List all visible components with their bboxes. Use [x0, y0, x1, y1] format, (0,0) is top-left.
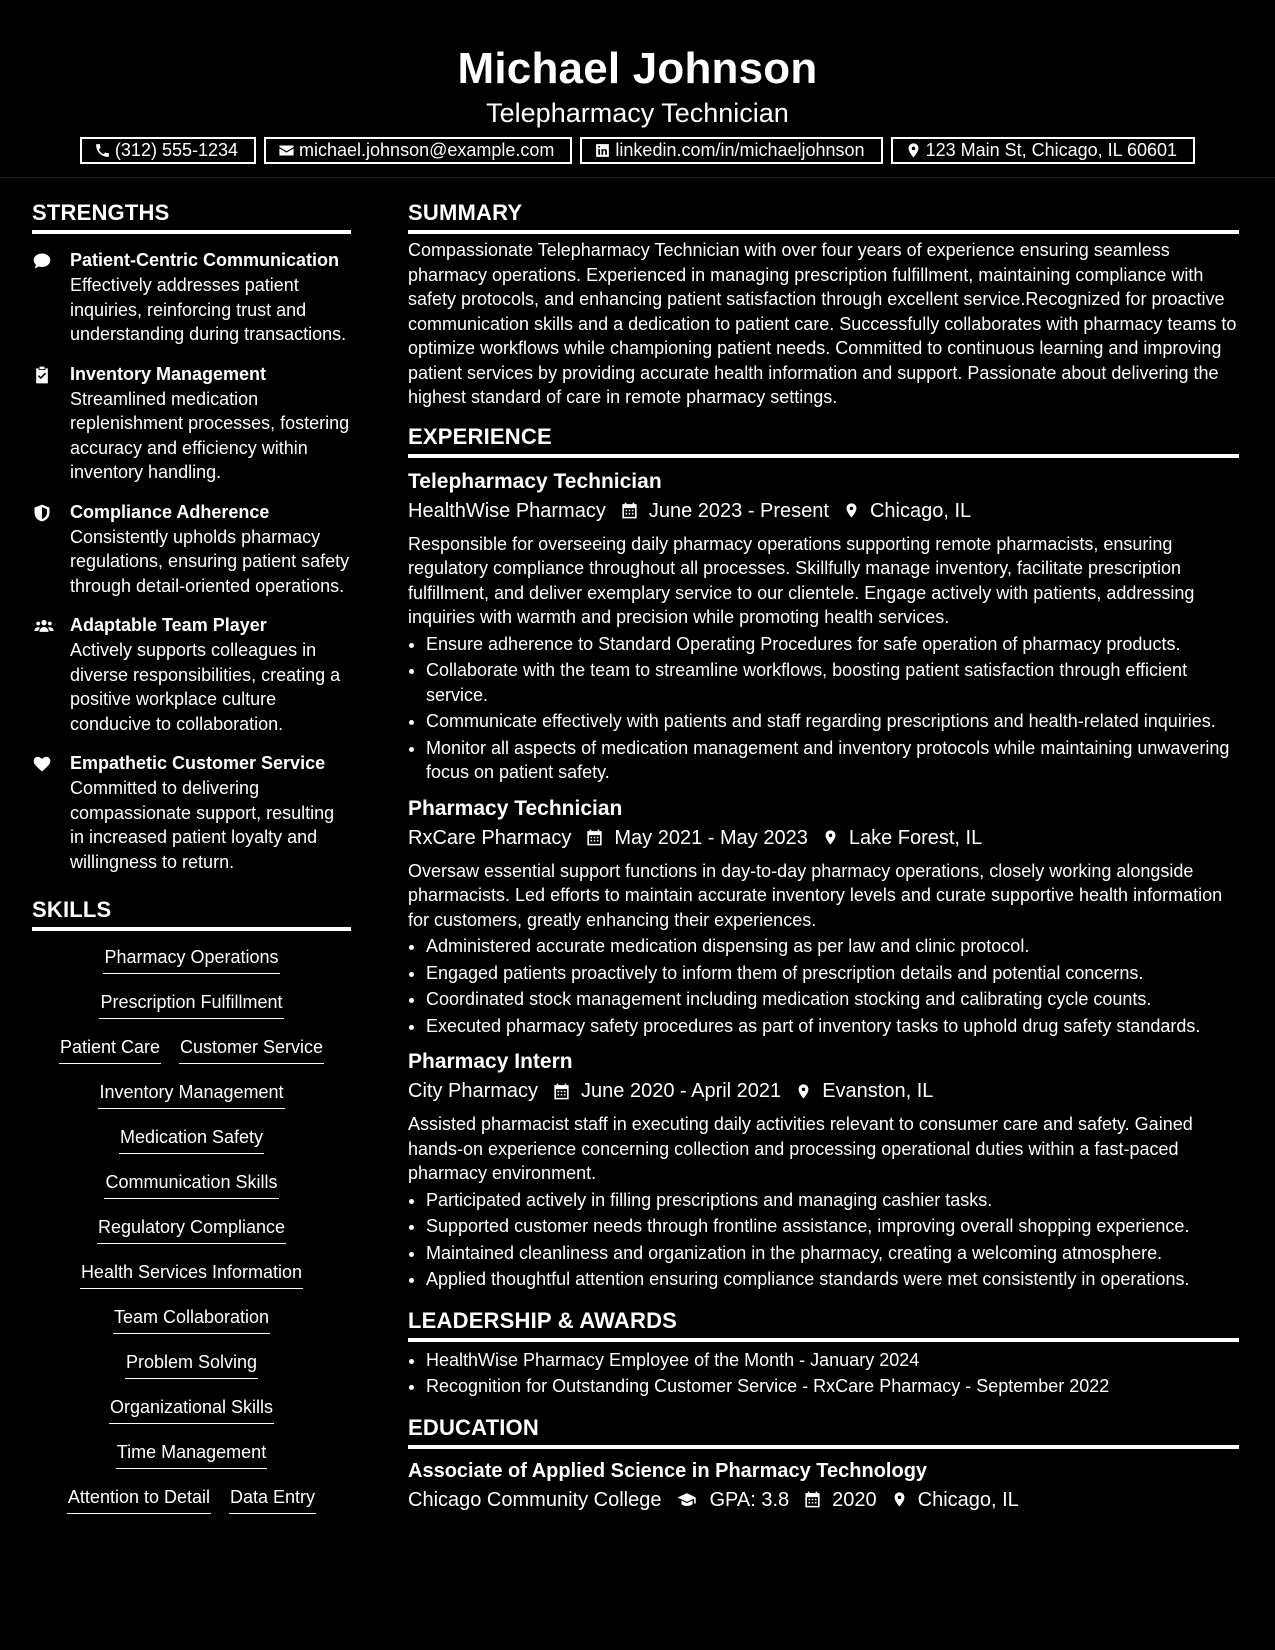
bullet-item: • Ensure adherence to Standard Operating Procedures for safe operation of pharmacy products. [426, 632, 1239, 657]
strength-desc: Actively supports colleagues in diverse responsibilities, creating a positive workplace culture conducive to collaboration. [70, 640, 341, 734]
skill-tag: Pharmacy Operations [103, 945, 279, 974]
bullet-item: • Administered accurate medication dispensing as per law and clinic protocol. [426, 934, 1239, 959]
contact-phone[interactable] [80, 137, 256, 164]
bullet-item: • Participated actively in filling prescriptions and managing cashier tasks. [426, 1188, 1239, 1213]
envelope-icon [278, 142, 295, 159]
strength-desc: Committed to delivering compassionate support, resulting in increased patient loyalty and willingness to return. [70, 778, 335, 872]
job-entry [408, 468, 1239, 785]
school-location: Chicago, IL [917, 1488, 1019, 1511]
skill-tag: Health Services Information [80, 1260, 303, 1289]
strength-item [32, 362, 351, 485]
job-company: City Pharmacy [408, 1080, 539, 1102]
strengths-heading: STRENGTHS [32, 196, 351, 234]
strength-desc: Consistently upholds pharmacy regulations, ensuring patient safety through detail-oriented operations. [70, 526, 350, 596]
contact-bar [0, 137, 1275, 164]
contact-address[interactable] [891, 137, 1196, 164]
right-column [408, 196, 1239, 1521]
skill-tag: Prescription Fulfillment [99, 990, 283, 1019]
degree-title: Associate of Applied Science in Pharmacy Technology [408, 1459, 928, 1482]
linkedin-text: linkedin.com/in/michaeljohnson [615, 140, 865, 160]
job-title: Telepharmacy Technician [408, 469, 662, 493]
skill-tag: Organizational Skills [109, 1395, 274, 1424]
skills-list [32, 939, 351, 1530]
skill-tag: Communication Skills [104, 1170, 278, 1199]
job-bullets [408, 632, 1239, 785]
bullet-item: • Applied thoughtful attention ensuring compliance standards were met consistently in operations. [426, 1267, 1239, 1292]
left-column [32, 196, 351, 1530]
phone-icon [94, 142, 111, 159]
strength-title: Compliance Adherence [70, 501, 270, 522]
job-location: Evanston, IL [822, 1080, 934, 1102]
phone-text: (312) 555-1234 [114, 140, 239, 160]
bullet-item: • Engaged patients proactively to inform them of prescription details and potential concerns. [426, 961, 1239, 986]
map-marker-icon [843, 501, 860, 520]
resume-header [0, 0, 1275, 178]
job-dates: June 2020 - April 2021 [581, 1080, 782, 1102]
school-name: Chicago Community College [408, 1488, 662, 1511]
job-location: Lake Forest, IL [848, 826, 983, 849]
strength-title: Empathetic Customer Service [70, 753, 326, 773]
skill-tag: Data Entry [229, 1485, 316, 1514]
job-meta [408, 496, 1239, 526]
job-description: Assisted pharmacist staff in executing daily activities relevant to consumer care and safety. Gained hands-on experience concerning collection and processing operational duties within a fast-paced pharmacy environment. [408, 1114, 1193, 1183]
calendar-icon [552, 1082, 571, 1101]
email-text: michael.johnson@example.com [299, 140, 555, 160]
person-title: Telepharmacy Technician [486, 98, 789, 128]
strength-item [32, 613, 351, 736]
skill-tag: Customer Service [179, 1035, 324, 1064]
strength-item [32, 248, 351, 347]
award-item: • Recognition for Outstanding Customer Service - RxCare Pharmacy - September 2022 [426, 1374, 1239, 1399]
job-company: RxCare Pharmacy [408, 826, 572, 849]
job-meta [408, 823, 1239, 853]
education-heading: EDUCATION [408, 1411, 1239, 1449]
shield-icon [32, 503, 52, 523]
calendar-icon [585, 828, 604, 847]
strength-desc: Streamlined medication replenishment processes, fostering accuracy and efficiency within inventory handling. [70, 388, 350, 482]
graduation-year: 2020 [832, 1488, 877, 1511]
skill-tag: Inventory Management [98, 1080, 284, 1109]
bullet-item: • Communicate effectively with patients and staff regarding prescriptions and health-related inquiries. [426, 709, 1239, 734]
job-company: HealthWise Pharmacy [408, 499, 606, 522]
job-description: Responsible for overseeing daily pharmacy operations supporting remote pharmacists, ensuring regulatory compliance throughout all processes. Skillfully manage inventory, facilitate prescription fulfillment, and deliver exemplary service to our clientele. Engage actively with patients, addressing inquiries with warmth and precision while promoting health services. [408, 533, 1195, 627]
clipboard-check-icon [32, 365, 52, 385]
job-dates: June 2023 - Present [648, 499, 829, 522]
skill-tag: Time Management [116, 1440, 267, 1469]
skill-tag: Problem Solving [125, 1350, 258, 1379]
education-meta [408, 1485, 1239, 1515]
bullet-item: • Coordinated stock management including medication stocking and calibrating cycle counts. [426, 987, 1239, 1012]
awards-list [408, 1348, 1239, 1399]
bullet-item: • Monitor all aspects of medication management and inventory protocols while maintaining unwavering focus on patient safety. [426, 736, 1239, 785]
job-location: Chicago, IL [869, 499, 972, 522]
skill-tag: Regulatory Compliance [97, 1215, 286, 1244]
job-bullets [408, 934, 1239, 1038]
strength-title: Adaptable Team Player [70, 615, 267, 635]
summary-text: Compassionate Telepharmacy Technician with over four years of experience ensuring seamless pharmacy operations. Experienced in managing prescription fulfillment, maintaining compliance with safety protocols, and enhancing patient satisfaction through excellent service.Recognized for proactive communication skills and a dedication to patient care. Successfully collaborates with pharmacy teams to optimize workflows while championing patient needs. Committed to continuous learning and improving patient services by providing accurate health information and support. Passionate about delivering the highest standard of care in remote pharmacy settings. [408, 240, 1237, 407]
linkedin-icon [594, 142, 611, 159]
job-title: Pharmacy Technician [408, 796, 623, 820]
summary-heading: SUMMARY [408, 196, 1239, 234]
bullet-item: • Maintained cleanliness and organization in the pharmacy, creating a welcoming atmosphere. [426, 1241, 1239, 1266]
awards-heading: LEADERSHIP & AWARDS [408, 1304, 1239, 1342]
calendar-icon [620, 501, 639, 520]
calendar-icon [803, 1490, 822, 1509]
address-text: 123 Main St, Chicago, IL 60601 [925, 140, 1178, 160]
contact-linkedin[interactable] [580, 137, 882, 164]
bullet-item: • Supported customer needs through frontline assistance, improving overall shopping experience. [426, 1214, 1239, 1239]
bullet-item: • Collaborate with the team to streamline workflows, boosting patient satisfaction through efficient service. [426, 658, 1239, 707]
heart-icon [32, 754, 52, 774]
job-description: Oversaw essential support functions in day-to-day pharmacy operations, closely working alongside pharmacists. Led efforts to maintain accurate inventory levels and curate supportive health information for customers, greatly enhancing their experiences. [408, 860, 1223, 930]
map-marker-icon [795, 1082, 812, 1101]
gpa: GPA: 3.8 [709, 1488, 790, 1511]
job-meta [408, 1076, 1239, 1106]
experience-heading: EXPERIENCE [408, 420, 1239, 458]
job-title: Pharmacy Intern [408, 1050, 573, 1073]
bullet-item: • Executed pharmacy safety procedures as part of inventory tasks to uphold drug safety standards. [426, 1014, 1239, 1039]
skill-tag: Attention to Detail [67, 1485, 211, 1514]
job-dates: May 2021 - May 2023 [614, 826, 808, 849]
skill-tag: Medication Safety [119, 1125, 264, 1154]
skill-tag: Team Collaboration [113, 1305, 270, 1334]
strength-title: Inventory Management [70, 363, 267, 384]
job-entry [408, 795, 1239, 1039]
job-entry [408, 1048, 1239, 1292]
strength-item [32, 751, 351, 874]
job-bullets [408, 1188, 1239, 1292]
contact-email[interactable] [264, 137, 572, 164]
strength-item [32, 500, 351, 599]
graduation-cap-icon [675, 1490, 699, 1509]
users-icon [32, 616, 56, 636]
map-marker-icon [822, 828, 839, 847]
comment-icon [32, 251, 52, 271]
map-marker-icon [905, 142, 922, 159]
skill-tag: Patient Care [59, 1035, 161, 1064]
strength-desc: Effectively addresses patient inquiries, reinforcing trust and understanding during transactions. [70, 275, 347, 344]
award-item: • HealthWise Pharmacy Employee of the Month - January 2024 [426, 1348, 1239, 1373]
map-marker-icon [891, 1490, 908, 1509]
person-name: Michael Johnson [457, 44, 818, 93]
strength-title: Patient-Centric Communication [70, 250, 340, 270]
skills-heading: SKILLS [32, 893, 351, 931]
